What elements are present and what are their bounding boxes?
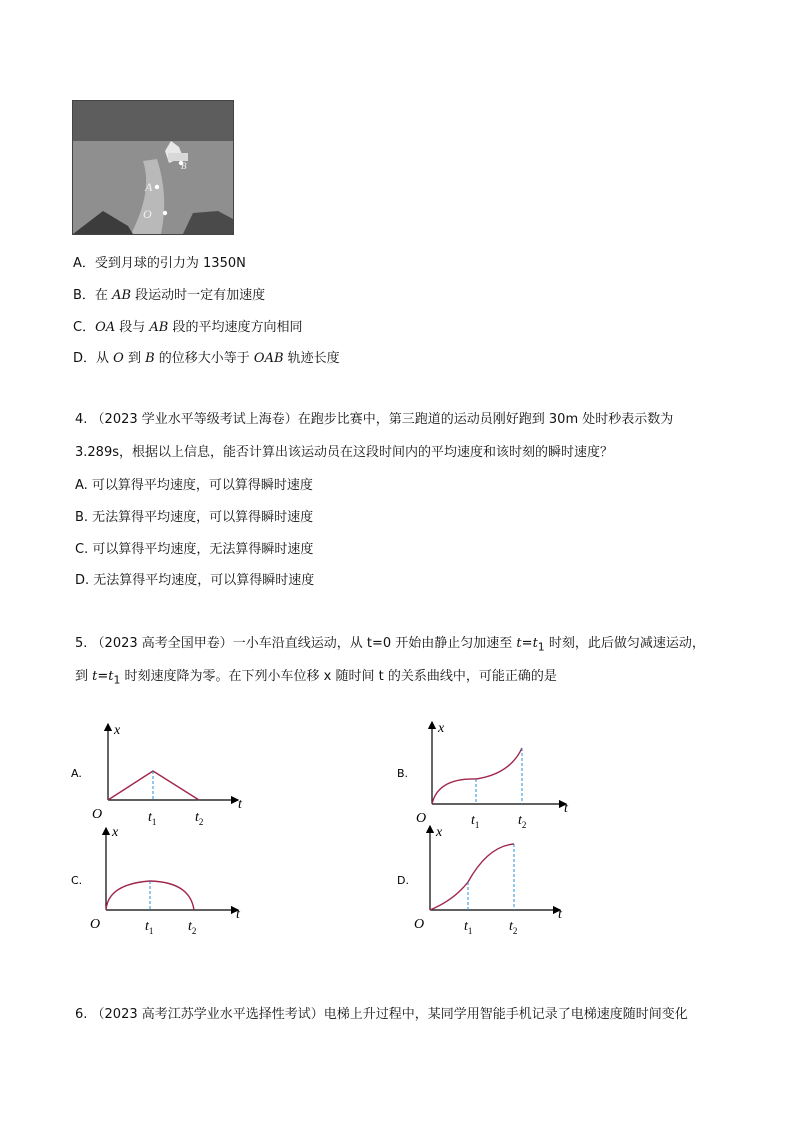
option-symbol: B <box>145 351 155 366</box>
q3-option-d <box>73 347 340 366</box>
option-text: 的位移大小等于 <box>154 351 254 366</box>
question-text: 到 <box>75 669 93 684</box>
q3-option-c <box>73 316 302 335</box>
graph-a <box>66 716 256 831</box>
q4-stem-line1 <box>75 408 673 427</box>
option-symbol: AB <box>112 288 132 303</box>
question-number: 5. <box>75 636 88 651</box>
graph-label: B. <box>397 767 409 780</box>
option-symbol: OA <box>95 320 116 335</box>
origin-label: O <box>92 807 103 822</box>
option-text: 从 <box>96 351 114 366</box>
option-symbol: OAB <box>253 351 284 366</box>
option-letter: B． <box>73 288 95 303</box>
q4-stem-line2: 3.289s，根据以上信息，能否计算出该运动员在这段时间内的平均速度和该时刻的瞬时速度？ <box>75 445 613 460</box>
option-letter: D． <box>73 351 97 366</box>
option-letter: C． <box>73 320 96 335</box>
math-subscript: 1 <box>537 640 545 654</box>
axis-label-t: t <box>564 801 568 816</box>
axis-label-t: t <box>558 907 562 922</box>
curve <box>432 748 522 804</box>
graph-c <box>66 820 256 938</box>
tick-t1: $t_1$ <box>464 919 473 936</box>
axis-label-x: x <box>436 825 443 840</box>
tick-t2: $t_2$ <box>195 810 204 827</box>
graph-d <box>392 818 582 938</box>
math-symbol: = <box>521 636 533 651</box>
photo-label-a: A <box>145 180 153 194</box>
axis-label-x: x <box>112 825 119 840</box>
photo-label-b: B <box>181 161 187 171</box>
lunar-rover-photo <box>72 100 234 235</box>
question-text: （2023 高考全国甲卷）一小车沿直线运动，从 t=0 开始由静止匀加速至 <box>91 636 517 651</box>
q3-option-a <box>73 252 246 271</box>
q4-option-d: D. 无法算得平均速度，可以算得瞬时速度 <box>75 573 315 588</box>
question-text: 时刻速度降为零。在下列小车位移 x 随时间 t 的关系曲线中，可能正确的是 <box>120 669 557 684</box>
q4-option-b: B. 无法算得平均速度，可以算得瞬时速度 <box>75 510 314 525</box>
graph-label: D. <box>397 874 409 887</box>
option-text: 到 <box>123 351 146 366</box>
math-symbol: t <box>532 636 538 651</box>
option-text: 受到月球的引力为 1350N <box>94 256 246 271</box>
tick-t1: $t_1$ <box>471 813 480 830</box>
q3-option-b <box>73 284 265 303</box>
math-symbol: t <box>516 636 522 651</box>
q5-stem-line1 <box>75 632 705 654</box>
tick-t2: $t_2$ <box>518 813 527 830</box>
option-symbol: O <box>113 351 124 366</box>
question-text: 时刻，此后做匀减速运动， <box>544 636 705 651</box>
photo-label-o: O <box>143 207 152 221</box>
math-symbol: t <box>108 669 114 684</box>
axis-label-t: t <box>236 907 240 922</box>
tick-t2: $t_2$ <box>509 919 518 936</box>
option-text: 在 <box>94 288 113 303</box>
option-text: 段与 <box>115 320 150 335</box>
math-symbol: t <box>92 669 98 684</box>
graph-label: C. <box>71 874 83 887</box>
axis-label-x: x <box>438 721 445 736</box>
curve <box>106 881 194 910</box>
question-text: （2023 学业水平等级考试上海卷）在跑步比赛中，第三跑道的运动员刚好跑到 30m 处时秒表示数为 <box>91 412 674 427</box>
q4-option-a: A. 可以算得平均速度，可以算得瞬时速度 <box>75 478 313 493</box>
option-text: 轨迹长度 <box>283 351 340 366</box>
origin-label: O <box>416 811 427 826</box>
option-symbol: AB <box>149 320 169 335</box>
tick-t1: $t_1$ <box>145 919 154 936</box>
graph-b <box>392 712 582 830</box>
q5-stem-line2 <box>75 665 557 687</box>
axis-label-t: t <box>238 797 242 812</box>
option-text: 段的平均速度方向相同 <box>168 320 303 335</box>
tick-t1: $t_1$ <box>148 810 157 827</box>
math-subscript: 1 <box>113 673 121 687</box>
curve <box>108 771 199 800</box>
math-symbol: = <box>97 669 109 684</box>
option-text: 段运动时一定有加速度 <box>131 288 266 303</box>
origin-label: O <box>414 917 425 932</box>
curve <box>430 844 514 910</box>
q4-option-c: C. 可以算得平均速度，无法算得瞬时速度 <box>75 542 314 557</box>
origin-label: O <box>90 917 101 932</box>
q6-stem-line1: 6. （2023 高考江苏学业水平选择性考试）电梯上升过程中，某同学用智能手机记录了电梯速度随时间变化 <box>75 1007 688 1022</box>
graph-label: A. <box>71 767 82 780</box>
axis-label-x: x <box>114 723 121 738</box>
tick-t2: $t_2$ <box>188 919 197 936</box>
question-number: 4. <box>75 412 88 427</box>
option-letter: A． <box>73 256 95 271</box>
